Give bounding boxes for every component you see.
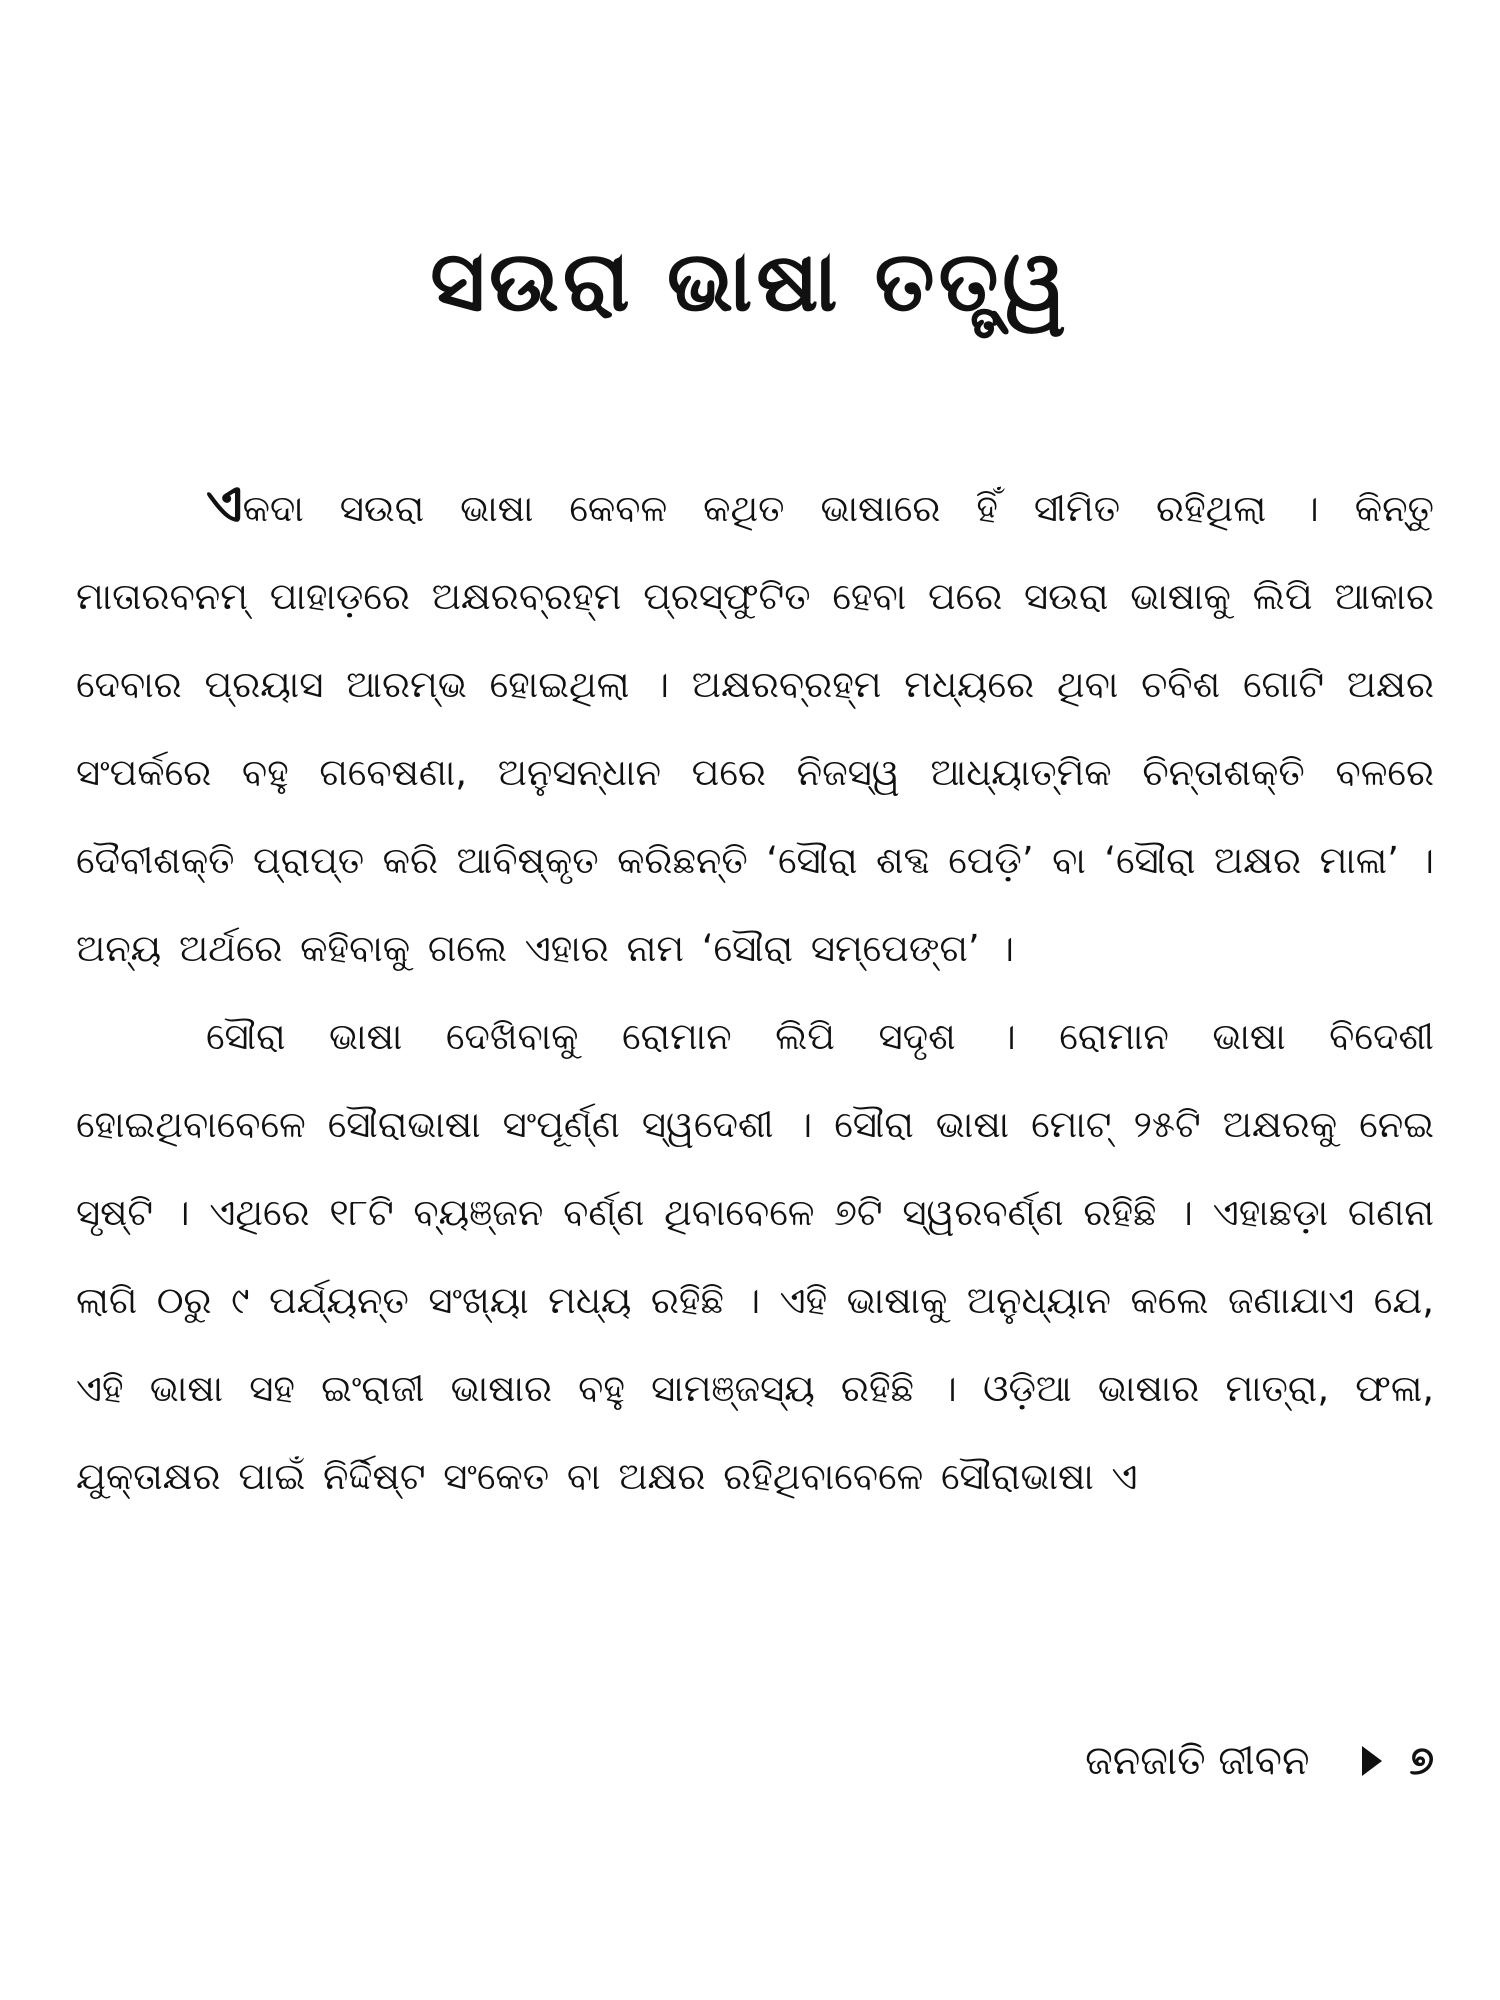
running-title: ଜନଜାତି ଜୀବନ (1085, 1738, 1310, 1784)
paragraph-1-text: କଦା ସଉରା ଭାଷା କେବଳ କଥିତ ଭାଷାରେ ହିଁ ସୀମିତ ରହିଥିଲା । କିନ୍ତୁ ମାତାରବନମ୍ ପାହାଡ଼ରେ ଅକ୍ଷରବ୍ରହ୍ମ ପ୍ରସ୍ଫୁଟିତ ହେବା ପରେ ସଉରା ଭାଷାକୁ ଲିପି ଆକାର ଦେବାର ପ୍ରୟାସ ଆରମ୍ଭ ହୋଇଥିଲା । ଅକ୍ଷରବ୍ରହ୍ମ ମଧ୍ୟରେ ଥିବା ଚବିଶ ଗୋଟି ଅକ୍ଷର ସଂପର୍କରେ ବହୁ ଗବେଷଣା, ଅନୁସନ୍ଧାନ ପରେ ନିଜସ୍ୱ ଆଧ୍ୟାତ୍ମିକ ଚିନ୍ତାଶକ୍ତି ବଳରେ ଦୈବୀଶକ୍ତି ପ୍ରାପ୍ତ କରି ଆବିଷ୍କୃତ କରିଛନ୍ତି ‘ସୌରା ଶବ୍ଦ ପେଡ଼ି’ ବା ‘ସୌରା ଅକ୍ଷର ମାଳା’ । ଅନ୍ୟ ଅର୍ଥରେ କହିବାକୁ ଗଲେ ଏହାର ନାମ ‘ସୌରା ସମ୍ପେଙ୍ଗ’ । (76, 487, 1434, 970)
paragraph-1 (76, 460, 1434, 993)
right-triangle-icon (1362, 1746, 1382, 1776)
page-number: ୭ (1409, 1738, 1434, 1784)
article-body (76, 460, 1434, 1521)
page-title: ସଉରା ଭାଷା ତତ୍ତ୍ୱ (430, 232, 1070, 330)
paragraph-2: ସୌରା ଭାଷା ଦେଖିବାକୁ ରୋମାନ ଲିପି ସଦୃଶ । ରୋମାନ ଭାଷା ବିଦେଶୀ ହୋଇଥିବାବେଳେ ସୌରାଭାଷା ସଂପୂର୍ଣ୍ଣ ସ୍ୱଦେଶୀ । ସୌରା ଭାଷା ମୋଟ୍ ୨୫ଟି ଅକ୍ଷରକୁ ନେଇ ସୃଷ୍ଟି । ଏଥିରେ ୧୮ଟି ବ୍ୟଞ୍ଜନ ବର୍ଣ୍ଣ ଥିବାବେଳେ ୭ଟି ସ୍ୱରବର୍ଣ୍ଣ ରହିଛି । ଏହାଛଡ଼ା ଗଣନା ଲାଗି ୦ରୁ ୯ ପର୍ଯ୍ୟନ୍ତ ସଂଖ୍ୟା ମଧ୍ୟ ରହିଛି । ଏହି ଭାଷାକୁ ଅନୁଧ୍ୟାନ କଲେ ଜଣାଯାଏ ଯେ, ଏହି ଭାଷା ସହ ଇଂରାଜୀ ଭାଷାର ବହୁ ସାମଞ୍ଜସ୍ୟ ରହିଛି । ଓଡ଼ିଆ ଭାଷାର ମାତ୍ରା, ଫଳା, ଯୁକ୍ତାକ୍ଷର ପାଇଁ ନିର୍ଦ୍ଦିଷ୍ଟ ସଂକେତ ବା ଅକ୍ଷର ରହିଥିବାବେଳେ ସୌରାଭାଷା ଏ (76, 1015, 1434, 1498)
drop-initial: ଏ (206, 474, 243, 534)
page-footer (1085, 1738, 1434, 1784)
